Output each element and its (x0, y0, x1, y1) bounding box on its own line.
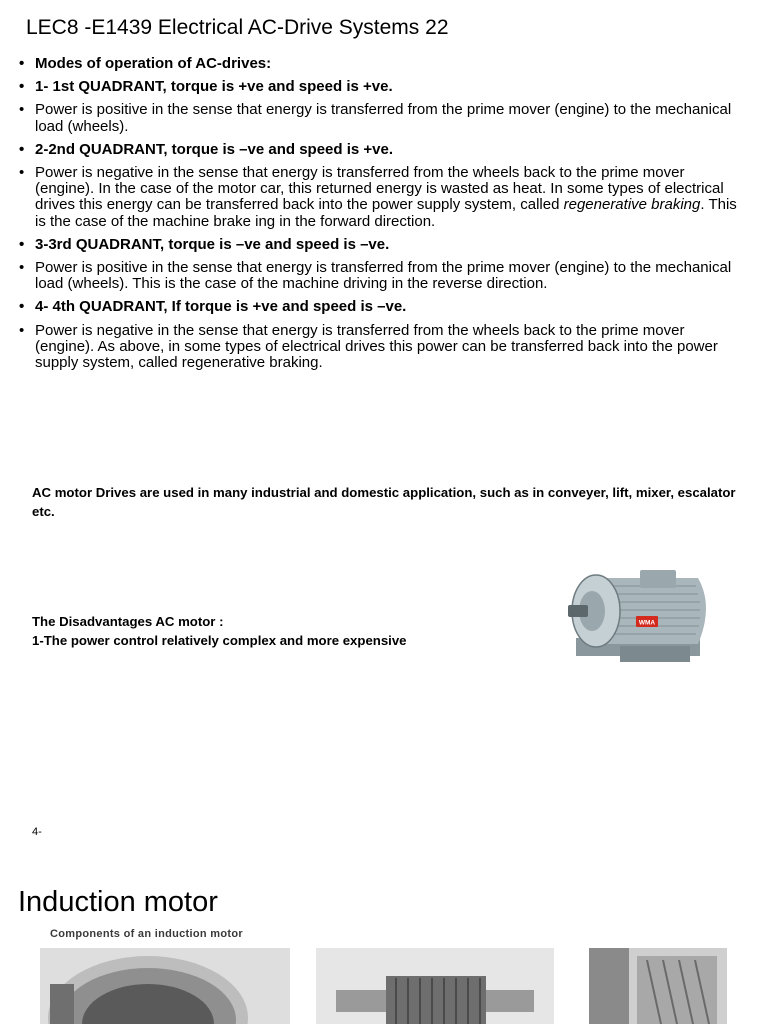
bullet-list (18, 56, 746, 378)
bullet-quadrant-3: • 3-3rd QUADRANT, torque is –ve and speed is –ve. (18, 237, 746, 253)
disadvantages-heading: The Disadvantages AC motor : (32, 614, 224, 629)
section-title: Induction motor (18, 886, 218, 918)
page-label: 4- (32, 826, 42, 838)
disadvantages-block (32, 612, 407, 650)
bullet-quadrant-3-desc: • Power is positive in the sense that energy is transferred from the prime mover (engine) to the mechanical load (wheels). This is the case of the machine driving in the reverse direction. (18, 260, 746, 292)
bullet-quadrant-4-desc: • Power is negative in the sense that energy is transferred from the wheels back to the prime mover (engine). As above, in some types of electrical drives this power can be transferred back into the power supply system, called regenerative braking. (18, 323, 746, 372)
bullet-quadrant-1-desc: • Power is positive in the sense that energy is transferred from the prime mover (engine) to the mechanical load (wheels). (18, 102, 746, 134)
photo-caption: Components of an induction motor (50, 928, 243, 940)
stator-photo (40, 948, 290, 1024)
slide-title: LEC8 -E1439 Electrical AC-Drive Systems 22 (26, 16, 449, 39)
fan-photo (589, 948, 727, 1024)
disadvantage-item-1: 1-The power control relatively complex and more expensive (32, 633, 407, 648)
bullet-quadrant-2: • 2-2nd QUADRANT, torque is –ve and speed is +ve. (18, 142, 746, 158)
rotor-photo (316, 948, 554, 1024)
bullet-modes-heading: • Modes of operation of AC-drives: (18, 56, 746, 72)
bullet-quadrant-1: • 1- 1st QUADRANT, torque is +ve and speed is +ve. (18, 79, 746, 95)
motor-badge-text: WMA (638, 619, 656, 627)
ac-motor-photo (568, 556, 722, 676)
applications-note: AC motor Drives are used in many industrial and domestic application, such as in conveyer, lift, mixer, escalator etc. (32, 485, 736, 519)
bullet-quadrant-4: • 4- 4th QUADRANT, If torque is +ve and speed is –ve. (18, 299, 746, 315)
bullet-quadrant-2-desc: • Power is negative in the sense that energy is transferred from the wheels back to the prime mover (engine). In the case of the motor car, this returned energy is wasted as heat. In some types of electrical drives this energy can be transferred back into the power supply system, called regenerative braking. This is the case of the machine brake ing in the forward direction. (18, 165, 746, 230)
